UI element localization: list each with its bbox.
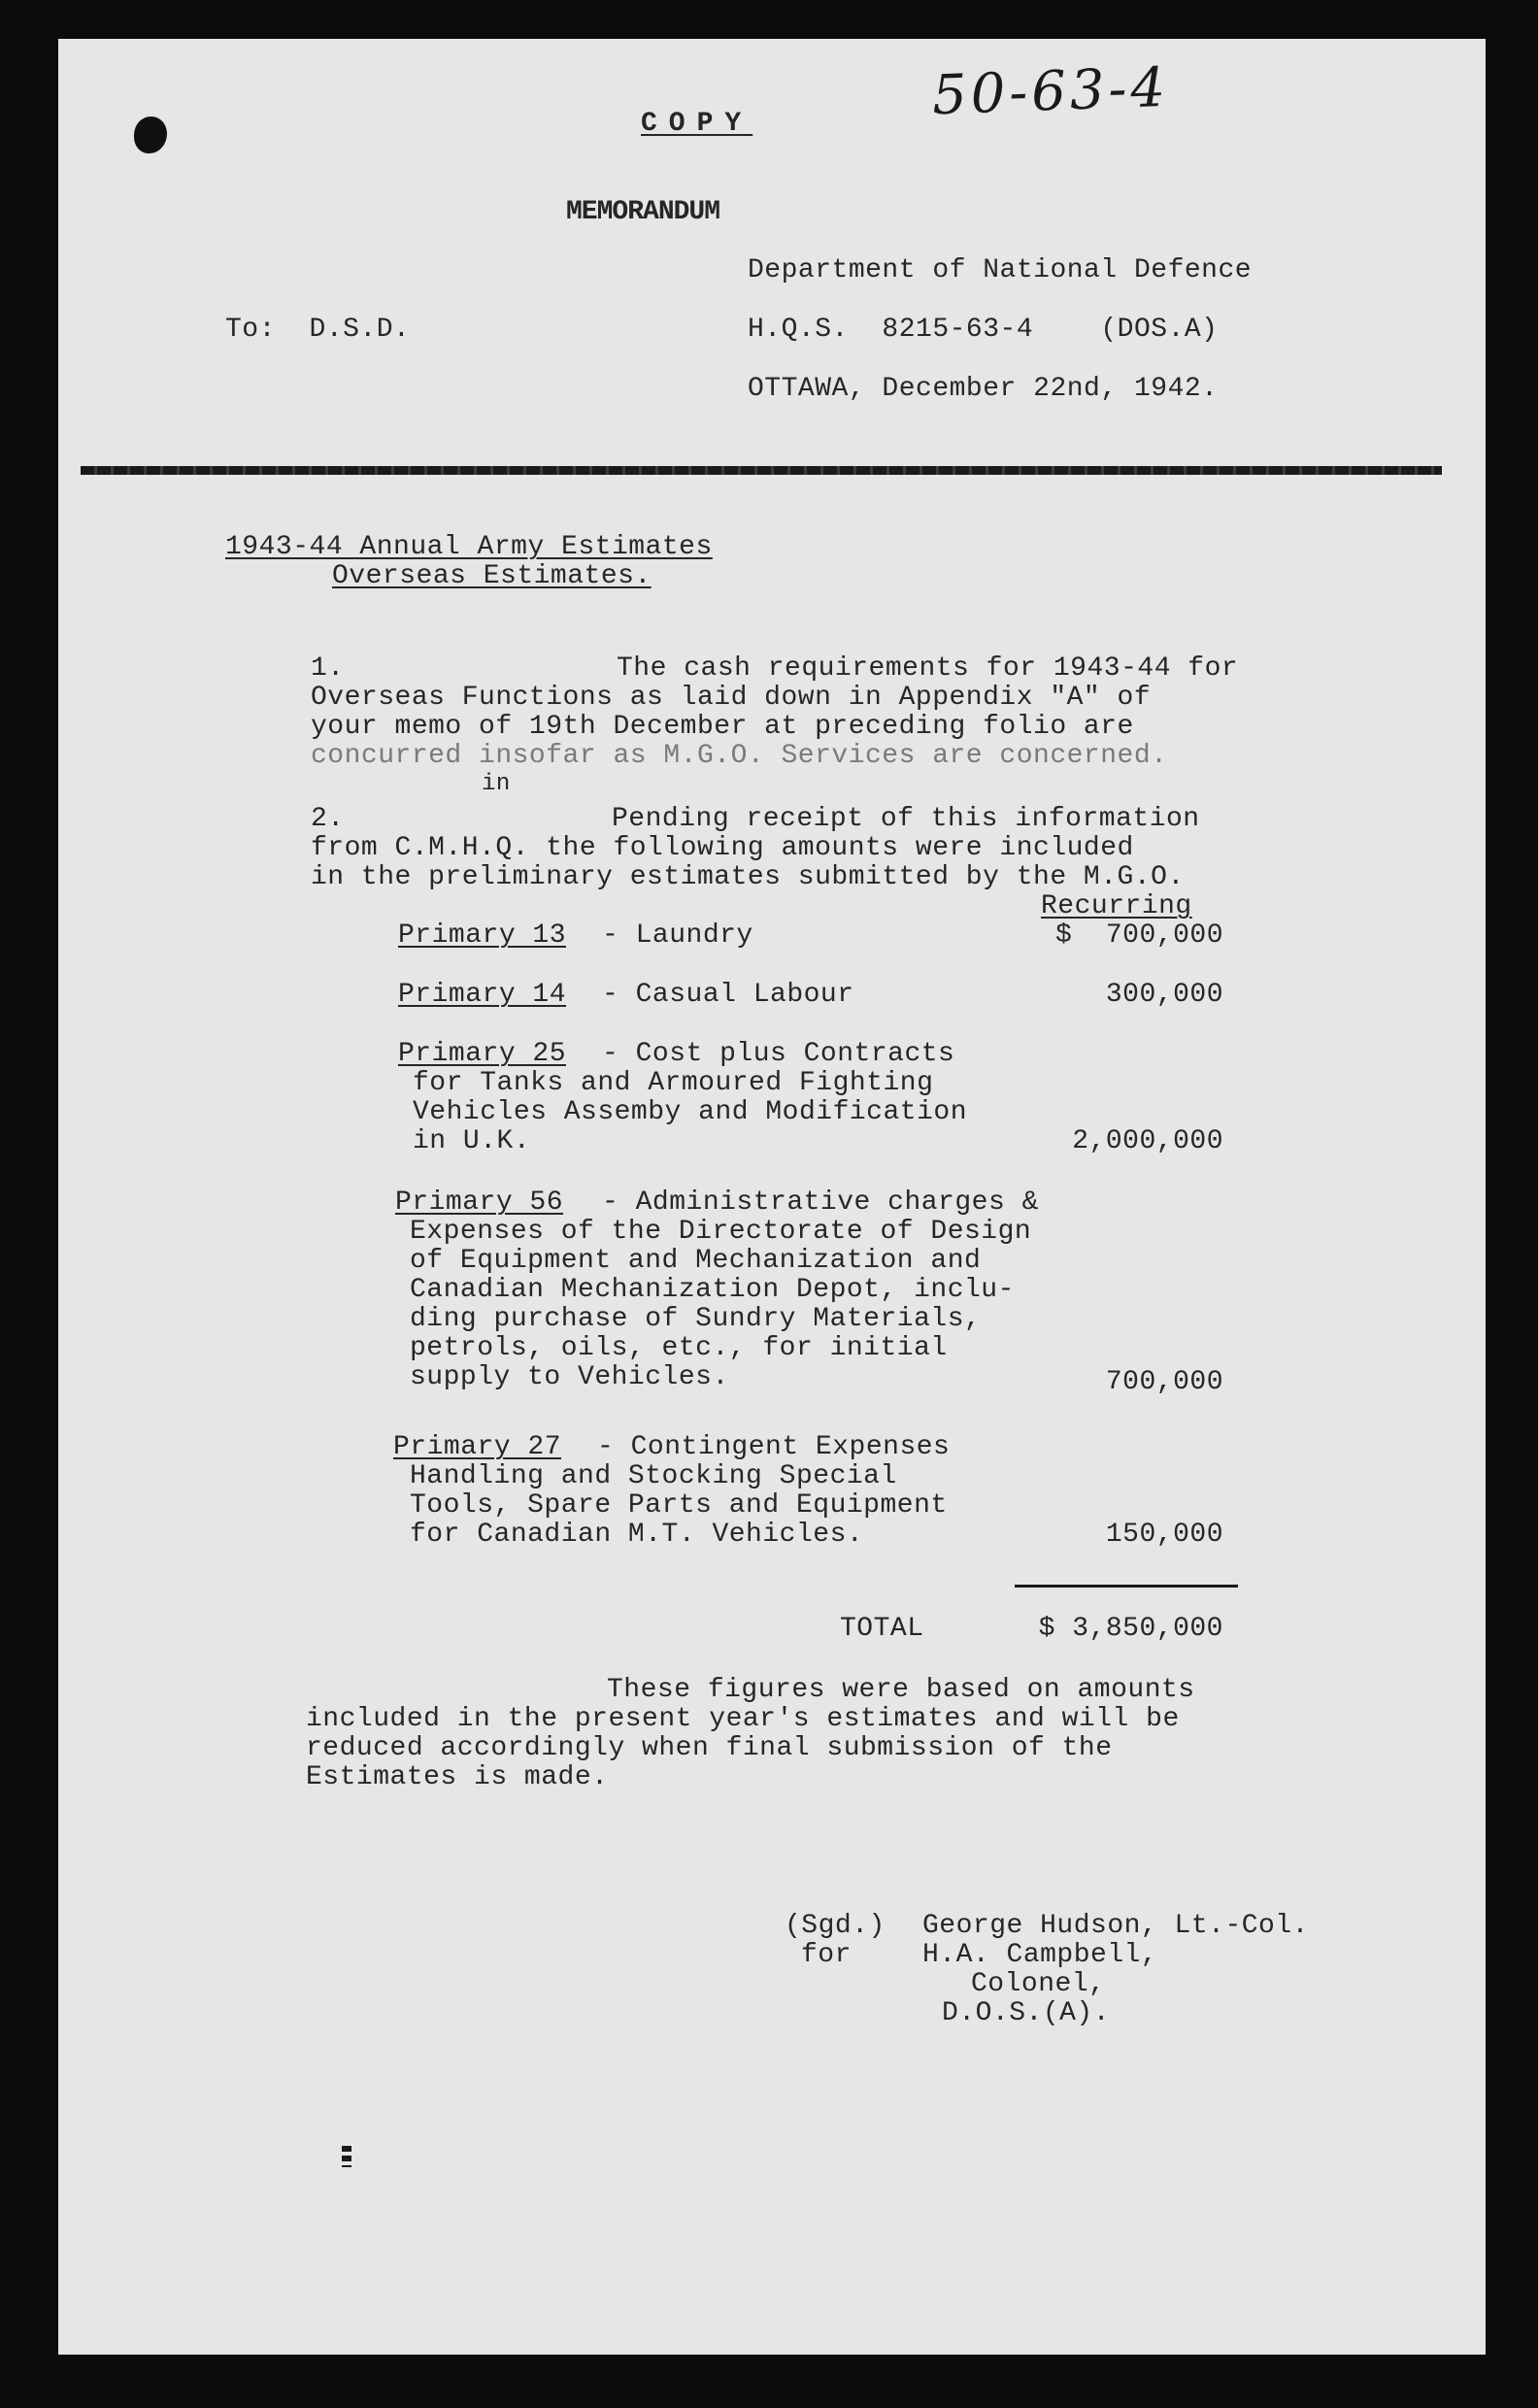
item-description: Expenses of the Directorate of Design — [410, 1217, 1032, 1247]
principal-office: D.O.S.(A). — [942, 1998, 1111, 2028]
recurring-column-header: Recurring — [1041, 891, 1192, 921]
department-name: Department of National Defence — [748, 255, 1253, 285]
paragraph-line: concurred insofar as M.G.O. Services are concerned. — [311, 741, 1168, 771]
principal-rank: Colonel, — [971, 1969, 1106, 1999]
total-label: TOTAL — [840, 1614, 924, 1644]
item-label: Primary 25 — [398, 1039, 567, 1069]
item-label: Primary 27 — [393, 1432, 562, 1462]
ink-blot — [134, 117, 167, 153]
item-description: - Contingent Expenses — [597, 1432, 951, 1462]
addressee: To: D.S.D. — [225, 315, 411, 345]
item-description: for Canadian M.T. Vehicles. — [410, 1520, 864, 1550]
stray-mark — [342, 2146, 351, 2167]
paragraph-number: 2. — [311, 804, 345, 834]
item-label: Primary 13 — [398, 920, 567, 951]
handwritten-file-number: 50-63-4 — [930, 55, 1171, 128]
item-label: Primary 14 — [398, 980, 567, 1010]
paragraph-line: The cash requirements for 1943-44 for — [617, 653, 1239, 684]
item-description: - Laundry — [602, 920, 753, 951]
file-reference: H.Q.S. 8215-63-4 (DOS.A) — [748, 315, 1219, 345]
signatory-name: George Hudson, Lt.-Col. — [922, 1911, 1309, 1941]
item-description: petrols, oils, etc., for initial — [410, 1333, 948, 1363]
for-label: for — [801, 1940, 852, 1970]
paragraph-line: your memo of 19th December at preceding folio are — [311, 712, 1134, 742]
total-amount: $ 3,850,000 — [1038, 1614, 1223, 1644]
header-divider — [81, 466, 1442, 475]
principal-name: H.A. Campbell, — [922, 1940, 1158, 1970]
total-rule — [1015, 1585, 1238, 1588]
paragraph-line: reduced accordingly when final submission of the — [306, 1733, 1113, 1763]
item-description: for Tanks and Armoured Fighting — [413, 1068, 934, 1098]
item-amount: 700,000 — [1105, 1367, 1223, 1397]
handwritten-insert: in — [482, 771, 511, 797]
item-description: of Equipment and Mechanization and — [410, 1246, 982, 1276]
paragraph-line: in the preliminary estimates submitted by the M.G.O. — [311, 862, 1185, 892]
copy-label: COPY — [641, 109, 753, 139]
item-description: supply to Vehicles. — [410, 1362, 729, 1392]
item-description: Tools, Spare Parts and Equipment — [410, 1490, 948, 1521]
item-label: Primary 56 — [395, 1187, 564, 1218]
paragraph-line: included in the present year's estimates and will be — [306, 1704, 1180, 1734]
item-description: ding purchase of Sundry Materials, — [410, 1304, 982, 1334]
item-description: Vehicles Assemby and Modification — [413, 1097, 967, 1127]
item-description: in U.K. — [413, 1126, 531, 1156]
paragraph-line: Pending receipt of this information — [612, 804, 1200, 834]
place-date: OTTAWA, December 22nd, 1942. — [748, 374, 1219, 404]
paragraph-line: from C.M.H.Q. the following amounts were included — [311, 833, 1134, 863]
item-description: - Casual Labour — [602, 980, 854, 1010]
item-amount: 2,000,000 — [1072, 1126, 1223, 1156]
signed-mark: (Sgd.) — [785, 1911, 886, 1941]
paragraph-line: Estimates is made. — [306, 1762, 609, 1792]
paragraph-number: 1. — [311, 653, 345, 684]
item-description: Canadian Mechanization Depot, inclu- — [410, 1275, 1015, 1305]
item-description: - Administrative charges & — [602, 1187, 1039, 1218]
subject-line-1: 1943-44 Annual Army Estimates — [225, 532, 713, 562]
item-description: Handling and Stocking Special — [410, 1461, 897, 1491]
paragraph-line: Overseas Functions as laid down in Appendix "A" of — [311, 683, 1152, 713]
memo-title: MEMORANDUM — [566, 197, 720, 227]
item-description: - Cost plus Contracts — [602, 1039, 955, 1069]
subject-line-2: Overseas Estimates. — [332, 561, 652, 591]
item-amount: 300,000 — [1105, 980, 1223, 1010]
item-amount: $ 700,000 — [1054, 920, 1223, 951]
memo-page — [58, 39, 1486, 2355]
item-amount: 150,000 — [1105, 1520, 1223, 1550]
paragraph-line: These figures were based on amounts — [607, 1675, 1195, 1705]
